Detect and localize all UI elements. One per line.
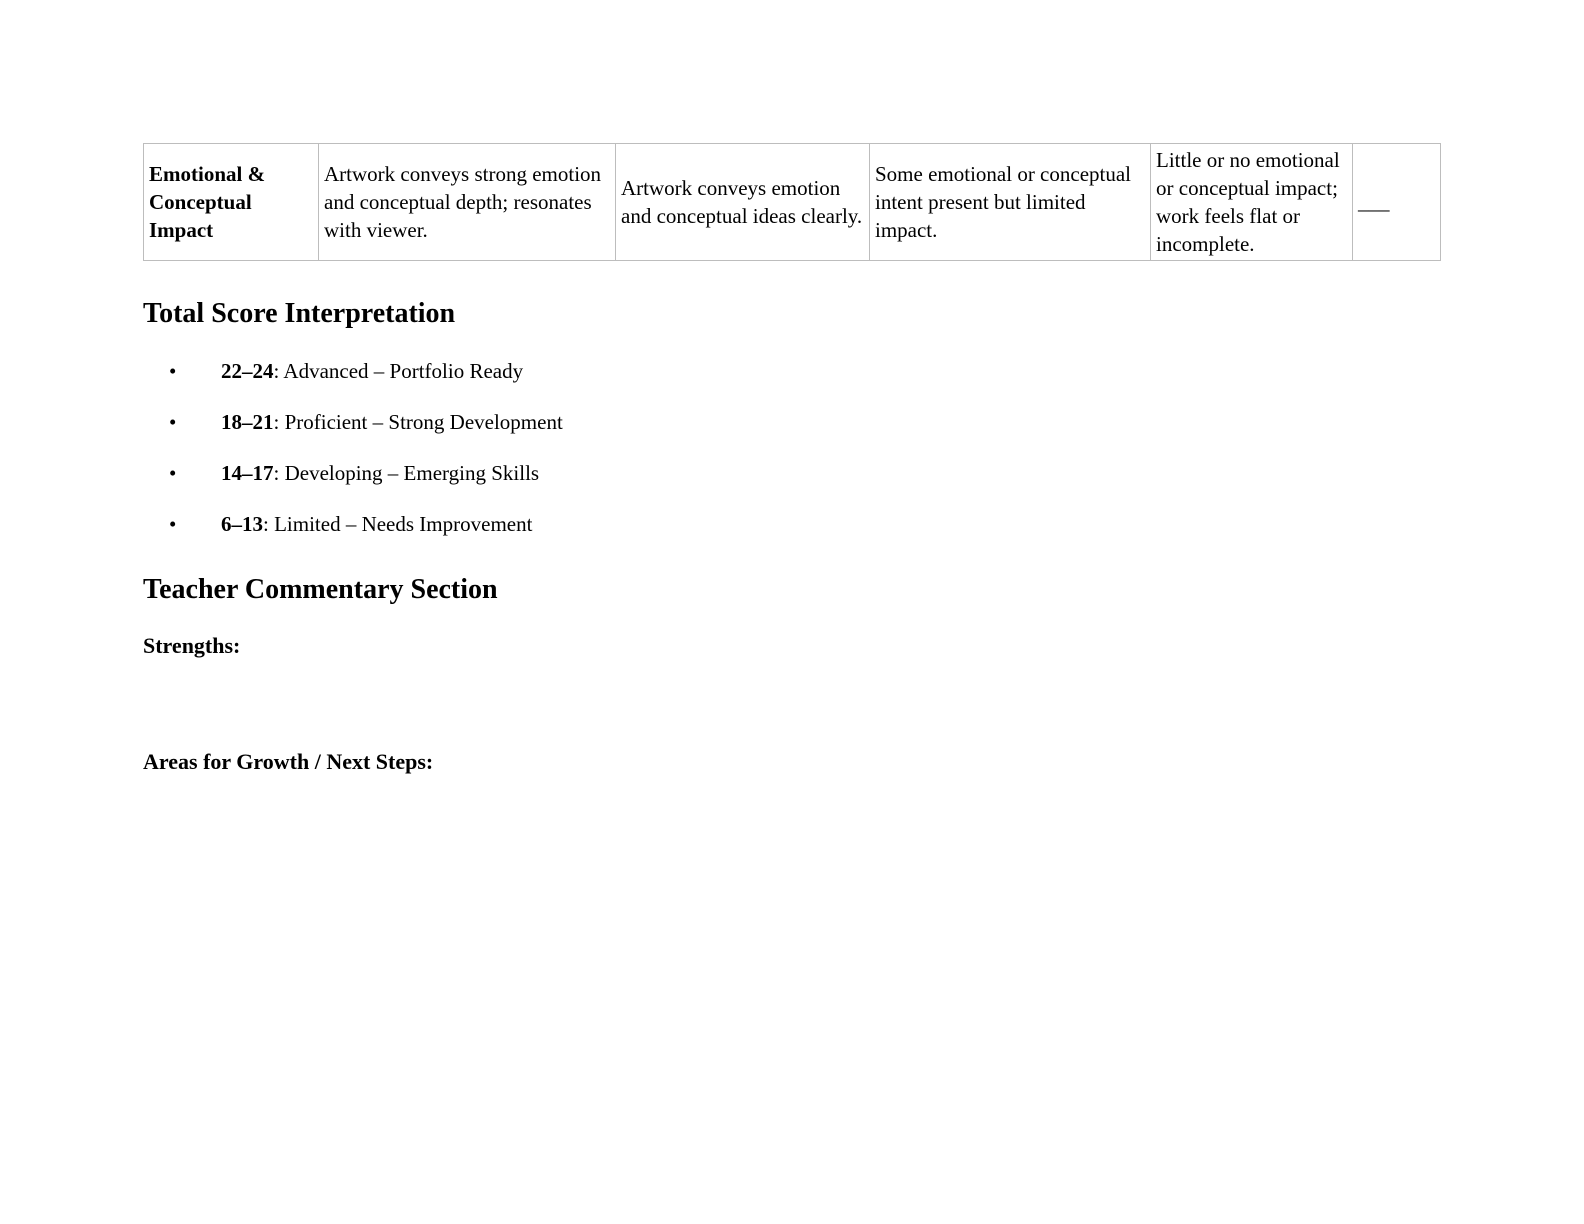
strengths-label: Strengths: — [143, 633, 241, 658]
score-range: 6–13 — [221, 512, 263, 536]
rubric-table — [143, 143, 1441, 261]
level-cell-developing: Some emotional or conceptual intent present but limited impact. — [870, 144, 1151, 261]
level-cell-proficient: Artwork conveys emotion and conceptual ideas clearly. — [616, 144, 870, 261]
list-item — [143, 510, 1441, 538]
score-blank-cell: ___ — [1353, 144, 1441, 261]
score-range: 14–17 — [221, 461, 274, 485]
score-ranges-list — [143, 357, 1441, 538]
score-range-description: : Limited – Needs Improvement — [263, 512, 533, 536]
level-cell-limited: Little or no emotional or conceptual impact; work feels flat or incomplete. — [1151, 144, 1353, 261]
level-cell-excellent: Artwork conveys strong emotion and conceptual depth; resonates with viewer. — [319, 144, 616, 261]
areas-for-growth-label: Areas for Growth / Next Steps: — [143, 749, 434, 774]
score-range-description: : Developing – Emerging Skills — [273, 461, 540, 485]
score-range-description: : Proficient – Strong Development — [273, 410, 563, 434]
list-item — [143, 459, 1441, 487]
teacher-commentary-heading: Teacher Commentary Section — [143, 574, 498, 605]
bullet-icon: • — [169, 359, 177, 383]
criterion-cell: Emotional & Conceptual Impact — [144, 144, 319, 261]
table-row — [144, 144, 1441, 261]
bullet-icon: • — [169, 512, 177, 536]
score-range: 22–24 — [221, 359, 274, 383]
total-score-interpretation-heading: Total Score Interpretation — [143, 298, 456, 329]
bullet-icon: • — [169, 410, 177, 434]
bullet-icon: • — [169, 461, 177, 485]
list-item — [143, 357, 1441, 385]
list-item — [143, 408, 1441, 436]
score-range-description: : Advanced – Portfolio Ready — [273, 359, 524, 383]
score-range: 18–21 — [221, 410, 274, 434]
